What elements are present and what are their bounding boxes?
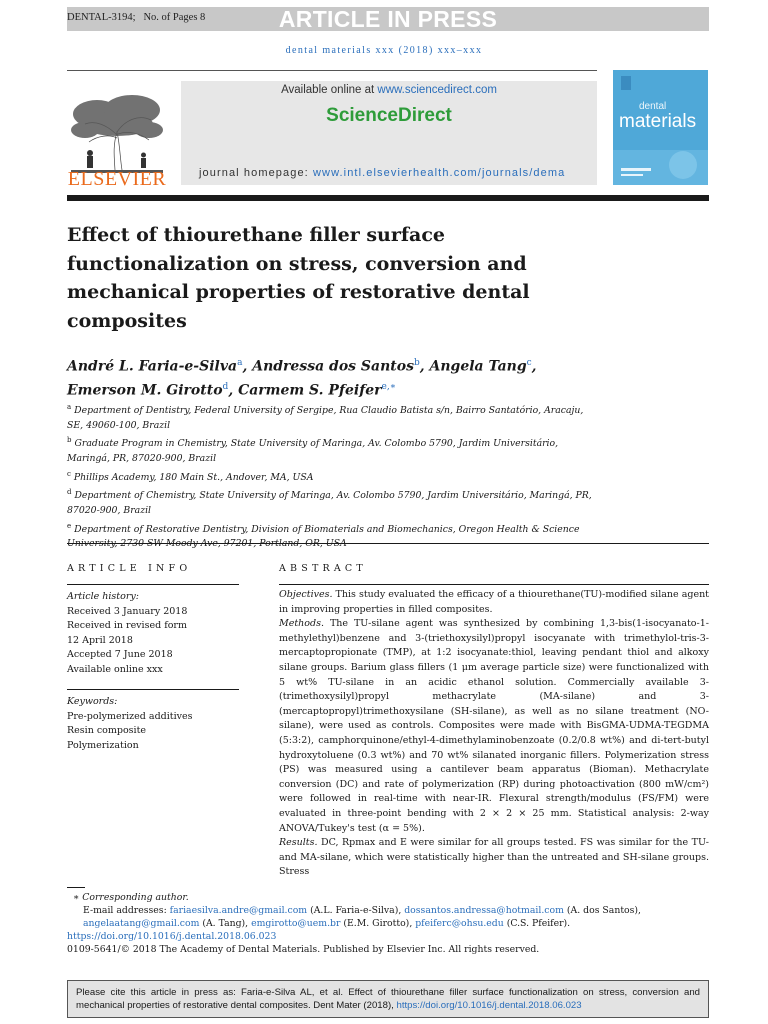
article-title: Effect of thiourethane filler surface functionalization on stress, conversion and mechanical properties of restorative dental composites — [67, 224, 530, 332]
results-text: DC, Rpmax and E were similar for all groups tested. FS was similar for the TU- and MA-silane, which were statistically higher than the untreated and SH-silane groups. Stress — [279, 837, 709, 878]
footnote-rule — [67, 887, 85, 888]
author-affiliation-mark[interactable]: d — [222, 381, 229, 392]
affiliation-mark: d — [67, 488, 72, 497]
citation-box — [67, 980, 709, 1018]
author-affiliation-mark[interactable]: c — [526, 358, 532, 368]
corresponding-author-note: ∗ Corresponding author. — [73, 892, 189, 903]
history-item: 12 April 2018 — [67, 634, 133, 646]
email-link[interactable]: pfeiferc@ohsu.edu — [415, 918, 504, 929]
author-name: Andressa dos Santos — [252, 358, 414, 375]
author-affiliation-mark[interactable]: e,∗ — [381, 381, 396, 392]
citation-text: Please cite this article in press as: Faria-e-Silva AL, et al. Effect of thiourethane filler surface functionalization on stress, conversion and mechanical properties of restorative dental composites. Dent Mater (2018), — [76, 987, 700, 1012]
email-owner: (A. dos Santos), — [563, 905, 642, 916]
results-label: Results. — [279, 837, 318, 849]
keywords-rule — [67, 689, 239, 690]
journal-homepage: journal homepage: www.intl.elsevierhealth.com/journals/dema — [199, 167, 566, 179]
affiliations — [67, 400, 597, 552]
email-link[interactable]: emgirotto@uem.br — [251, 918, 341, 929]
methods-label: Methods. — [279, 618, 324, 630]
author-name: Emerson M. Girotto — [67, 382, 223, 399]
keywords-label: Keywords: — [67, 696, 118, 707]
author-list — [67, 353, 667, 400]
email-link[interactable]: angelaatang@gmail.com — [83, 918, 200, 929]
affiliation-item — [67, 485, 597, 518]
author-name: André L. Faria-e-Silva — [67, 358, 238, 375]
abstract-heading: ABSTRACT — [279, 563, 367, 574]
history-item: Accepted 7 June 2018 — [67, 649, 173, 661]
author-separator: , — [228, 382, 239, 399]
author-affiliation-mark[interactable]: b — [413, 358, 420, 368]
history-item: Received 3 January 2018 — [67, 605, 188, 617]
keywords — [67, 695, 239, 753]
copyright: 0109-5641/© 2018 The Academy of Dental Materials. Published by Elsevier Inc. All rights reserved. — [67, 944, 540, 955]
elsevier-wordmark: ELSEVIER — [67, 168, 167, 190]
affiliation-text: Department of Restorative Dentistry, Division of Biomaterials and Biomechanics, Oregon Health & Science — [74, 523, 580, 535]
affiliation-item — [67, 519, 597, 552]
affiliation-item — [67, 467, 597, 486]
article-info-heading: ARTICLE INFO — [67, 563, 192, 574]
doi-link[interactable]: https://doi.org/10.1016/j.dental.2018.06.023 — [67, 931, 277, 942]
author-name: Angela Tang — [429, 358, 527, 375]
keyword-item: Pre-polymerized additives — [67, 710, 193, 722]
email-owner: (A.L. Faria-e-Silva), — [307, 905, 405, 916]
header-thick-rule — [67, 195, 709, 201]
abstract-body — [279, 588, 709, 880]
manuscript-id: DENTAL-3194; No. of Pages 8 — [67, 12, 206, 23]
article-history — [67, 590, 239, 678]
affiliation-item — [67, 400, 597, 433]
article-in-press-banner — [67, 7, 709, 31]
email-link[interactable]: dossantos.andressa@hotmail.com — [404, 905, 564, 916]
email-link[interactable]: fariaesilva.andre@gmail.com — [169, 905, 308, 916]
journal-homepage-link[interactable]: www.intl.elsevierhealth.com/journals/dema — [312, 167, 566, 179]
email-owner: (A. Tang), — [199, 918, 252, 929]
history-label: Article history: — [67, 591, 139, 602]
header-rule — [67, 70, 597, 71]
keyword-item: Polymerization — [67, 739, 139, 751]
article-info-rule — [67, 584, 239, 585]
author-separator: , — [419, 358, 430, 375]
author-affiliation-mark[interactable]: a — [237, 358, 243, 368]
affiliation-text: Department of Dentistry, Federal University of Sergipe, Rua Claudio Batista s/n, Bairro Santatório, Aracaju, SE, 49060-100, Brazil — [67, 405, 584, 431]
affiliation-mark: c — [67, 469, 71, 478]
cover-title: dental materials — [619, 101, 697, 132]
affiliation-text: Graduate Program in Chemistry, State University of Maringa, Av. Colombo 5790, Jardim Universitário, Maringá, PR, 87020-900, Brazil — [67, 438, 559, 464]
objectives-label: Objectives. — [279, 589, 333, 600]
section-rule — [67, 543, 709, 544]
history-item: Available online xxx — [67, 663, 163, 675]
banner-title: ARTICLE IN PRESS — [278, 6, 498, 32]
author-separator: , — [531, 358, 537, 375]
email-addresses: E-mail addresses: fariaesilva.andre@gmail.com (A.L. Faria-e-Silva), dossantos.andressa@hotmail.com (A. dos Santos), angelaatang@gmail.com (A. Tang), emgirotto@uem.br (E.M. Girotto), pfeiferc@ohsu.edu (C.S. Pfeifer). — [83, 905, 642, 929]
methods-text: The TU-silane agent was synthesized by combining 1,3-bis(1-isocyanato-1-methylethyl)benzene and 3-(triethoxysilyl)propyl isocyanate with trimethylol-tris-3-mercaptopropionate (TMP), at 1:2 isocyanate:thiol, leaving pendant thiol and alkoxy silane groups. Barium glass fillers (1 μm average particle size) were functionalized with 5 wt% TU-silane in an acidic ethanol solution. Commercially available 3-(trimethoxysilyl)propyl methacrylate (MA-silane) and 3-(mercaptopropyl)trimethoxysilane (SH-silane), as well as no silane treatment (NO-silane), were used as controls. Composites were made with BisGMA-UDMA-TEGDMA (5:3:2), camphorquinone/ethyl-4-dimethylaminobenzoate (0.2/0.8 wt%) and di-tert-butyl hydroxytoluene (0.3 wt%) and 70 wt% silanated inorganic fillers. Polymerization stress (PS) was measured using a cantilever beam apparatus (Bioman). Methacrylate conversion (DC) and rate of polymerization (RP) during photoactivation (800 mW/cm²) were followed in real-time with near-IR. Flexural strength/modulus (FS/FM) were evaluated in three-point bending with 2 × 2 × 25 mm. Statistical analysis: 2-way ANOVA/Tukey's test (α = 5%). — [279, 618, 709, 834]
affiliation-item — [67, 433, 597, 466]
affiliation-mark: e — [67, 521, 72, 530]
footnotes — [67, 891, 709, 956]
sciencedirect-link[interactable]: www.sciencedirect.com — [377, 84, 497, 96]
abstract-rule — [279, 584, 709, 585]
available-online: Available online at www.sciencedirect.com — [281, 84, 497, 96]
sciencedirect-panel — [181, 81, 597, 185]
keyword-item: Resin composite — [67, 725, 147, 737]
sciencedirect-logo: ScienceDirect — [326, 105, 452, 126]
affiliation-text: Department of Chemistry, State University of Maringa, Av. Colombo 5790, Jardim Universitário, Maringá, PR, 87020-900, Brazil — [67, 490, 592, 516]
journal-cover[interactable] — [613, 70, 708, 185]
history-item: Received in revised form — [67, 620, 187, 632]
author-separator: , — [242, 358, 253, 375]
email-owner: (C.S. Pfeifer). — [503, 918, 571, 929]
author-name: Carmem S. Pfeifer — [238, 382, 382, 399]
journal-citation: dental materials xxx (2018) xxx–xxx — [285, 45, 483, 56]
objectives-text: This study evaluated the efficacy of a thiourethane(TU)-modified silane agent in improving properties in filled composites. — [279, 589, 709, 615]
citation-doi-link[interactable]: https://doi.org/10.1016/j.dental.2018.06.023 — [396, 1000, 582, 1012]
affiliation-mark: b — [67, 436, 72, 445]
affiliation-text: Phillips Academy, 180 Main St., Andover, MA, USA — [73, 471, 314, 483]
email-owner: (E.M. Girotto), — [340, 918, 416, 929]
affiliation-mark: a — [67, 403, 72, 411]
